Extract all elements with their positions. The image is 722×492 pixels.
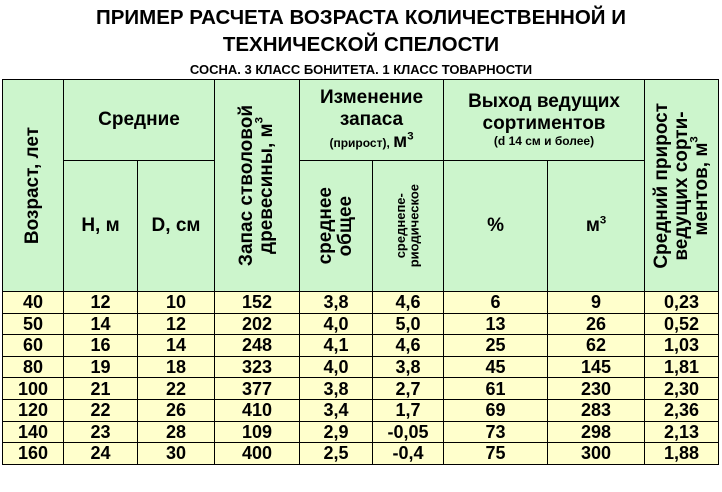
page-title-line2: ТЕХНИЧЕСКОЙ СПЕЛОСТИ	[222, 33, 500, 56]
table-cell: 12	[138, 313, 215, 335]
table-cell: 10	[138, 292, 215, 314]
table-cell: 62	[548, 335, 645, 357]
table-row	[3, 356, 719, 378]
table-cell: 2,36	[645, 399, 719, 421]
data-table	[2, 79, 719, 465]
table-cell: 13	[444, 313, 548, 335]
table-cell: 3,8	[300, 378, 373, 400]
table-cell: 300	[548, 443, 645, 465]
table-cell: 400	[215, 443, 300, 465]
table-cell: 283	[548, 399, 645, 421]
header-periodic: среднепе- риодическое	[373, 161, 444, 292]
table-cell: 100	[3, 378, 64, 400]
header-avg-increment: Средний прирост ведущих сорти- ментов, $м^3$	[645, 80, 719, 292]
header-averages: Средние	[64, 80, 215, 161]
table-cell: 5,0	[373, 313, 444, 335]
table-cell: 16	[64, 335, 138, 357]
table-cell: 1,81	[645, 356, 719, 378]
table-cell: 75	[444, 443, 548, 465]
table-cell: 410	[215, 399, 300, 421]
table-row	[3, 335, 719, 357]
table-cell: 80	[3, 356, 64, 378]
table-cell: 152	[215, 292, 300, 314]
table-cell: 298	[548, 421, 645, 443]
header-percent: %	[444, 161, 548, 292]
table-cell: 26	[548, 313, 645, 335]
table-cell: 2,13	[645, 421, 719, 443]
table-row	[3, 443, 719, 465]
table-cell: 140	[3, 421, 64, 443]
table-cell: 0,23	[645, 292, 719, 314]
table-row	[3, 378, 719, 400]
table-cell: 40	[3, 292, 64, 314]
header-age: Возраст, лет	[3, 80, 64, 292]
table-cell: -0,4	[373, 443, 444, 465]
table-cell: 1,88	[645, 443, 719, 465]
table-cell: 24	[64, 443, 138, 465]
table-row	[3, 421, 719, 443]
table-cell: 60	[3, 335, 64, 357]
table-cell: 6	[444, 292, 548, 314]
table-cell: 19	[64, 356, 138, 378]
table-row	[3, 292, 719, 314]
table-cell: 22	[138, 378, 215, 400]
table-cell: 26	[138, 399, 215, 421]
table-cell: 120	[3, 399, 64, 421]
table-cell: 23	[64, 421, 138, 443]
table-cell: 61	[444, 378, 548, 400]
page-subtitle: СОСНА. 3 КЛАСС БОНИТЕТА. 1 КЛАСС ТОВАРНОСТИ	[189, 62, 533, 77]
table-cell: 0,52	[645, 313, 719, 335]
table-cell: 323	[215, 356, 300, 378]
header-m3: $м^3$	[548, 161, 645, 292]
header-yield: Выход ведущих сортиментов (d 14 см и более)	[444, 80, 645, 161]
table-cell: 145	[548, 356, 645, 378]
header-stock-change: Изменение запаса (прирост), $м^3$	[300, 80, 444, 161]
table-cell: 2,7	[373, 378, 444, 400]
table-cell: 4,0	[300, 313, 373, 335]
table-cell: 230	[548, 378, 645, 400]
table-cell: 3,8	[373, 356, 444, 378]
table-cell: 160	[3, 443, 64, 465]
table-cell: 4,1	[300, 335, 373, 357]
table-cell: 109	[215, 421, 300, 443]
table-cell: 202	[215, 313, 300, 335]
table-row	[3, 399, 719, 421]
table-cell: 1,03	[645, 335, 719, 357]
table-cell: 69	[444, 399, 548, 421]
table-cell: 22	[64, 399, 138, 421]
page-title: ПРИМЕР РАСЧЕТА ВОЗРАСТА КОЛИЧЕСТВЕННОЙ И	[96, 6, 626, 29]
table-cell: 14	[138, 335, 215, 357]
table-cell: 377	[215, 378, 300, 400]
table-cell: 73	[444, 421, 548, 443]
table-cell: 4,6	[373, 292, 444, 314]
table-cell: 21	[64, 378, 138, 400]
table-row	[3, 313, 719, 335]
table-cell: 18	[138, 356, 215, 378]
table-cell: 2,5	[300, 443, 373, 465]
table-cell: 45	[444, 356, 548, 378]
table-cell: 12	[64, 292, 138, 314]
table-cell: 1,7	[373, 399, 444, 421]
table-cell: 2,9	[300, 421, 373, 443]
table-cell: 30	[138, 443, 215, 465]
table-cell: 50	[3, 313, 64, 335]
table-cell: 25	[444, 335, 548, 357]
table-cell: -0,05	[373, 421, 444, 443]
table-cell: 4,6	[373, 335, 444, 357]
table-cell: 248	[215, 335, 300, 357]
table-cell: 3,8	[300, 292, 373, 314]
table-cell: 3,4	[300, 399, 373, 421]
table-cell: 14	[64, 313, 138, 335]
header-diameter: D, см	[138, 161, 215, 292]
table-cell: 28	[138, 421, 215, 443]
table-cell: 4,0	[300, 356, 373, 378]
header-height: H, м	[64, 161, 138, 292]
table-cell: 2,30	[645, 378, 719, 400]
header-avg-total: среднее общее	[300, 161, 373, 292]
header-stock: Запас стволовой древесины, $м^3$	[215, 80, 300, 292]
table-cell: 9	[548, 292, 645, 314]
